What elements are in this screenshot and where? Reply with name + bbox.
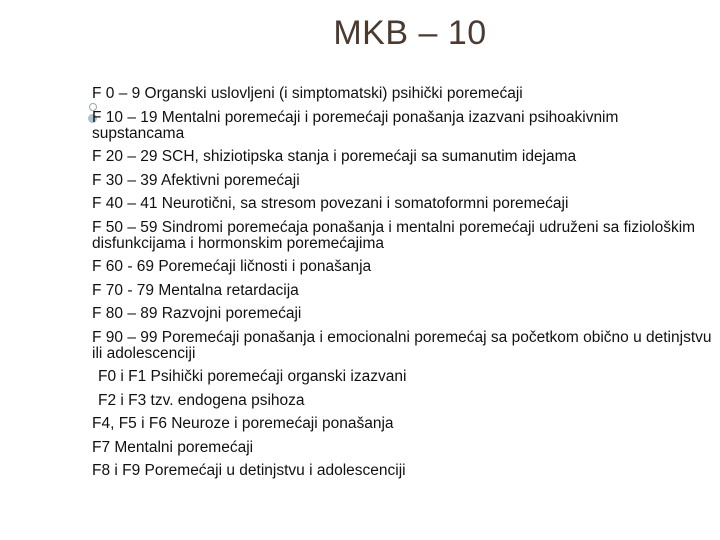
- list-item: F2 i F3 tzv. endogena psihoza: [98, 391, 305, 409]
- list-item: F 90 – 99 Poremećaji ponašanja i emocionalni poremećaj sa početkom obično u detinjstvu ili adolescenciji: [92, 328, 712, 362]
- list-item: F 50 – 59 Sindromi poremećaja ponašanja i mentalni poremećaji udruženi sa fiziološkim disfunkcijama i hormonskim poremećajima: [92, 218, 696, 252]
- classification-list: [92, 86, 714, 487]
- list-item: F 10 – 19 Mentalni poremećaji i poremećaji ponašanja izazvani psihoakivnim supstancama: [92, 108, 619, 142]
- list-item: F8 i F9 Poremećaji u detinjstvu i adolescenciji: [92, 462, 406, 479]
- slide-title: MKB – 10: [333, 14, 487, 52]
- list-item: F 60 - 69 Poremećaji ličnosti i ponašanja: [92, 258, 372, 275]
- list-item: F 40 – 41 Neurotični, sa stresom povezani i somatoformni poremećaji: [92, 195, 569, 212]
- list-item: F 80 – 89 Razvojni poremećaji: [92, 305, 302, 322]
- list-item: F 70 - 79 Mentalna retardacija: [92, 281, 299, 299]
- list-item: F7 Mentalni poremećaji: [92, 438, 254, 456]
- list-item: F0 i F1 Psihički poremećaji organski izazvani: [98, 368, 407, 385]
- list-item: F4, F5 i F6 Neuroze i poremećaji ponašanja: [92, 415, 394, 432]
- list-item: F 20 – 29 SCH, shiziotipska stanja i poremećaji sa sumanutim idejama: [92, 148, 577, 165]
- list-item: F 30 – 39 Afektivni poremećaji: [92, 171, 300, 189]
- list-item: F 0 – 9 Organski uslovljeni (i simptomatski) psihički poremećaji: [92, 85, 523, 102]
